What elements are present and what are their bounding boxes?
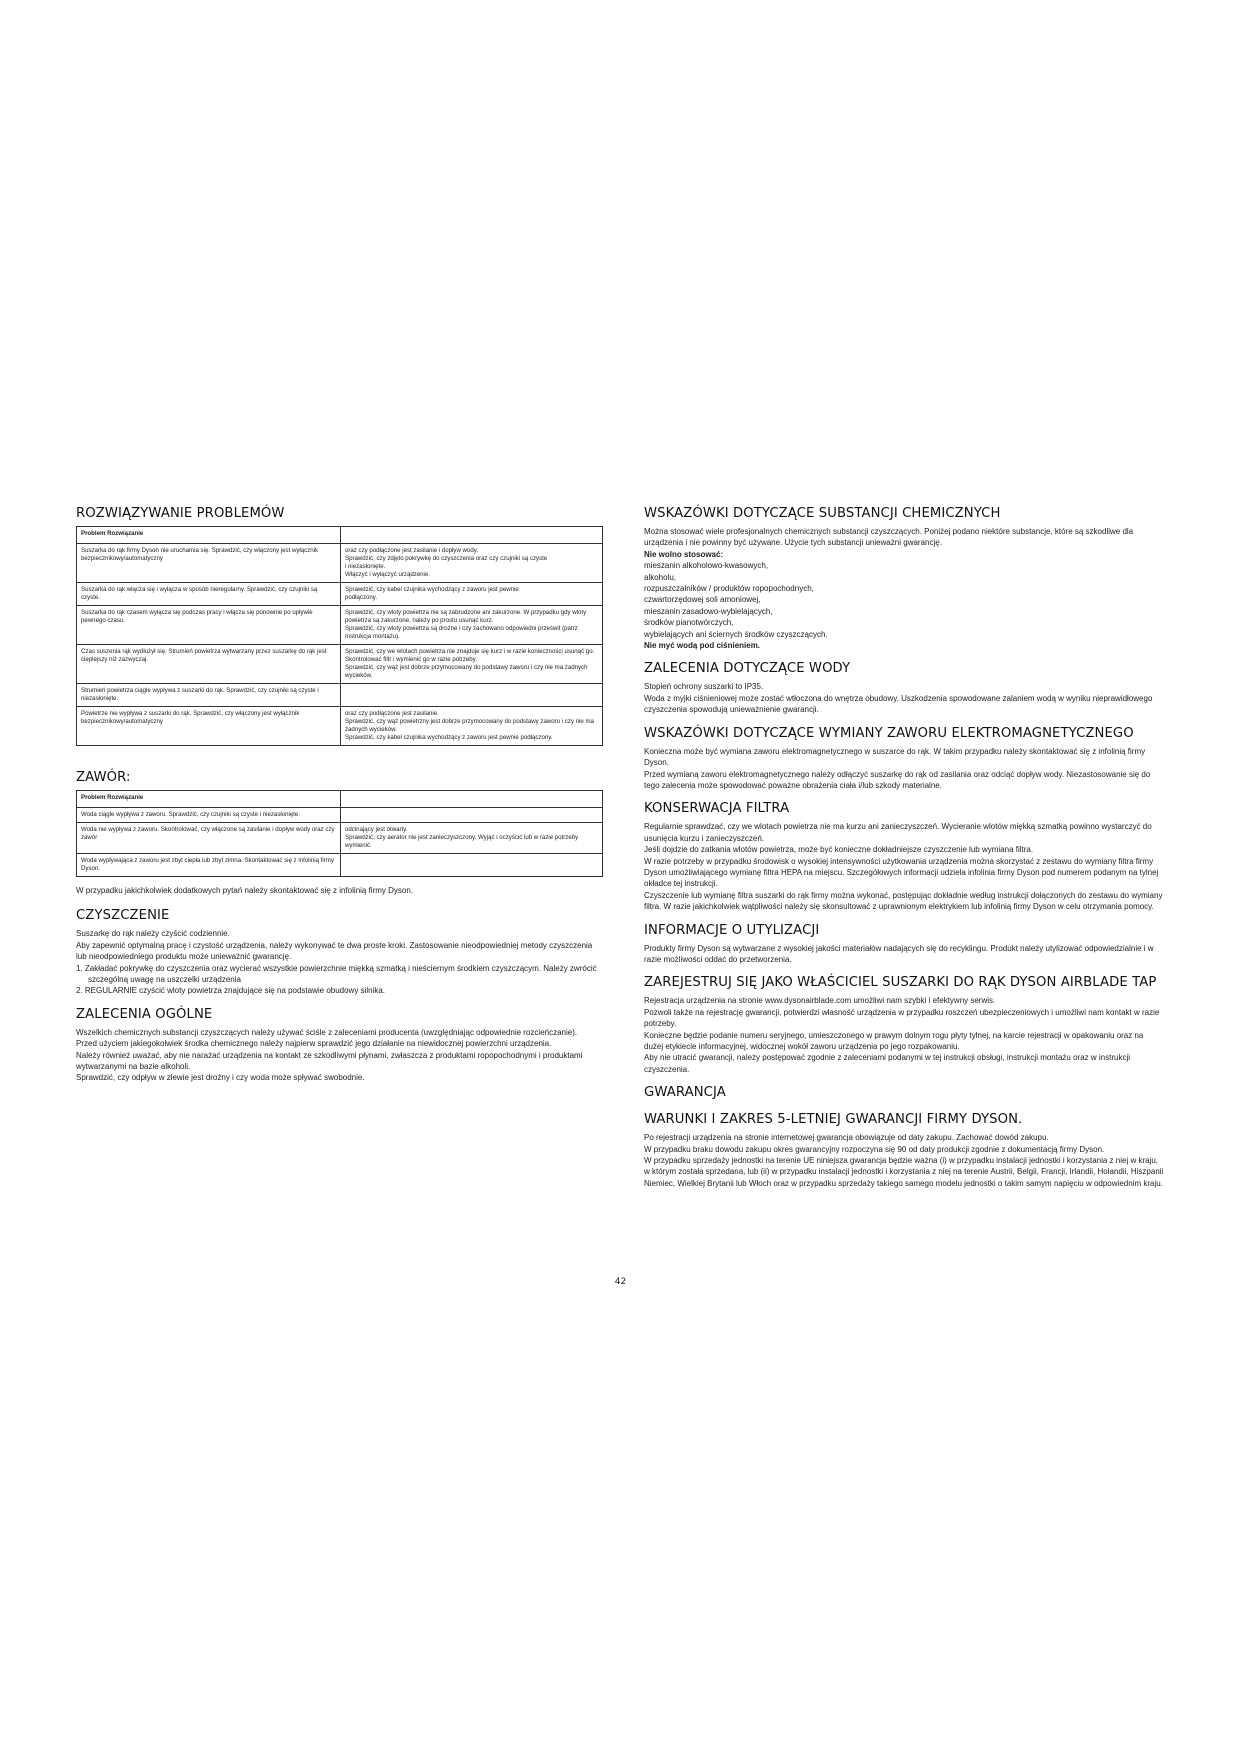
warranty-subtitle: WARUNKI I ZAKRES 5-LETNIEJ GWARANCJI FIRMY DYSON. [644, 1112, 1023, 1128]
table-header-cell: Problem Rozwiązanie [77, 791, 341, 808]
problem-cell: Suszarka do rąk czasem wyłącza się podczas pracy i włącza się ponownie po upływie pewnego czasu. [77, 606, 341, 645]
list-item: wybielających ani ściernych środków czyszczących. [644, 629, 828, 639]
text-line: Rejestracja urządzenia na stronie www.dysonairblade.com umożliwi nam szybki i efektywny serwis. [644, 996, 996, 1006]
register-title: ZAREJESTRUJ SIĘ JAKO WŁAŚCICIEL SUSZARKI DO RĄK DYSON AIRBLADE TAP [644, 975, 1157, 991]
problem-cell: Strumień powietrza ciągle wypływa z suszarki do rąk. Sprawdzić, czy czujniki są czyste i niezasłonięte. [77, 684, 341, 707]
solution-line: Sprawdzić, czy wąż powietrzny jest dobrze przymocowany do podstawy zaworu i czy nie ma żadnych wycieków. [345, 718, 594, 733]
problem-cell: Woda nie wypływa z zaworu. Skontrolować, czy włączone są zasilanie i dopływ wody oraz czy zawór [77, 823, 341, 854]
valve-title: ZAWÓR: [76, 770, 131, 785]
table-header-cell: Problem Rozwiązanie [77, 527, 341, 544]
text-line: Pozwoli także na rejestrację gwarancji, potwierdzi własność urządzenia w przypadku roszczeń ubezpieczeniowych i umożliwi nam kontakt w razie potrzeby. [644, 1007, 1160, 1029]
table-row [77, 645, 603, 684]
text-line: W przypadku braku dowodu zakupu okres gwarancyjny rozpoczyna się 90 od daty produkcji zgodnie z dokumentacją firmy Dyson. [644, 1144, 1105, 1154]
solution-line: Sprawdzić, czy wloty powietrza są drożne i czy zachowano odpowiedni prześwit (patrz Instrukcja montażu). [345, 625, 578, 640]
cleaning-steps [76, 963, 603, 997]
text-line: Przed użyciem jakiegokolwiek środka chemicznego należy najpierw sprawdzić jego działanie na niewidocznej powierzchni urządzenia. [76, 1039, 552, 1049]
table-header-empty [341, 791, 603, 808]
solenoid-text [644, 746, 1164, 792]
solution-line: podłączony. [345, 594, 378, 601]
solution-cell [341, 808, 603, 823]
text-line: W przypadku sprzedaży jednostki na terenie UE niniejsza gwarancja będzie ważna (i) w przypadku instalacji jednostki i korzystania z niej w kraju, w którym została sprzedana, lub (ii) w przypadku instalacji jednostki i korzystania z niej na terenie Austrii, Belgii, Francji, Irlandii, Holandii, Hiszpanii Niemiec, Wielkiej Brytanii lub Włoch oraz w przypadku sprzedaży takiego samego modelu jednostki o takim samym napięciu w odpowiednim kraju. [644, 1156, 1164, 1188]
general-text [76, 1027, 603, 1084]
chemicals-text [644, 526, 1164, 651]
solution-line: Sprawdzić, czy wąż jest dobrze przymocowany do podstawy zaworu i czy nie ma żadnych wycieków. [345, 664, 588, 679]
troubleshooting-table [76, 526, 603, 746]
solution-cell [341, 583, 603, 606]
text-line: Konieczne będzie podanie numeru seryjnego, umieszczonego w prawym dolnym rogu płyty tylnej, na karcie rejestracji w opakowaniu oraz na dużej etykiecie informacyjnej, widocznej wokół zaworu urządzenia po jego rozpakowaniu. [644, 1030, 1144, 1051]
list-item: czwartorzędowej soli amoniowej, [644, 595, 761, 605]
list-item: alkoholu, [644, 572, 677, 582]
solution-line: Sprawdzić, czy aerator nie jest zanieczyszczony. Wyjąć i oczyścić lub w razie potrzeby wymienić. [345, 834, 579, 849]
text-line: Przed wymianą zaworu elektromagnetycznego należy odłączyć suszarkę do rąk od zasilania oraz odciąć dopływ wody. Niezastosowanie się do tego zalecenia może spowodować poważne obrażenia ciała i/lub szkody materialne. [644, 769, 1151, 790]
cleaning-title: CZYSZCZENIE [76, 908, 170, 924]
valve-table [76, 790, 603, 877]
table-row [77, 606, 603, 645]
text-line: Po rejestracji urządzenia na stronie internetowej gwarancja obowiązuje od daty zakupu. Zachować dowód zakupu. [644, 1133, 1049, 1143]
disposal-title: INFORMACJE O UTYLIZACJI [644, 922, 820, 938]
filter-title: KONSERWACJA FILTRA [644, 801, 790, 817]
solution-line: Włączyć i wyłączyć urządzenie. [345, 571, 430, 578]
solution-line: oraz czy podłączone jest zasilanie i dopływ wody. [345, 547, 478, 554]
text-line: Czyszczenie lub wymianę filtra suszarki do rąk firmy można wykonać, postępując dokładnie według instrukcji dołączonych do zestawu do wymiany filtra. W razie jakichkolwiek wątpliwości należy się skonsultować z uprawnionym elektrykiem lub infolinią firmy Dyson w celu otrzymania pomocy. [644, 890, 1163, 912]
table-header-row [77, 527, 603, 544]
valve-note: W przypadku jakichkolwiek dodatkowych pytań należy skontaktować się z infolinią firmy Dyson. [76, 886, 414, 895]
table-row [77, 684, 603, 707]
right-column [644, 506, 1164, 1199]
list-item: 2. REGULARNIE czyścić wloty powietrza znajdujące się na podstawie obudowy silnika. [76, 986, 386, 996]
disposal-text [644, 943, 1164, 966]
text-line: Aby zapewnić optymalną pracę i czystość urządzenia, należy wykonywać te dwa proste kroki. Zastosowanie nieodpowiedniej metody czyszczenia lub nieodpowiedniego produktu może unieważnić gwarancję. [76, 940, 593, 962]
page-number: 42 [614, 1277, 627, 1287]
table-row [77, 808, 603, 823]
solution-line: oraz czy podłączone jest zasilanie. [345, 710, 439, 717]
text-line: Aby nie utracić gwarancji, należy postępować zgodnie z zaleceniami podanymi w tej instrukcji obsługi, instrukcji montażu oraz w instrukcji czyszczenia. [644, 1053, 1130, 1074]
solution-cell [341, 544, 603, 583]
text-line-bold: Nie myć wodą pod ciśnieniem. [644, 641, 761, 651]
list-item: mieszanin zasadowo-wybielających, [644, 606, 773, 616]
cleaning-intro [76, 928, 603, 962]
problem-cell: Suszarka do rąk włącza się i wyłącza w sposób nieregularny. Sprawdzić, czy czujniki są czyste. [77, 583, 341, 606]
general-title: ZALECENIA OGÓLNE [76, 1006, 213, 1022]
water-title: ZALECENIA DOTYCZĄCE WODY [644, 661, 851, 677]
text-line: Produkty firmy Dyson są wytwarzane z wysokiej jakości materiałów nadających się do recyklingu. Produkt należy utylizować odpowiedzialnie i w razie możliwości oddać do przetworzenia. [644, 943, 1154, 964]
solution-cell [341, 645, 603, 684]
text-line: Jeśli dojdzie do zatkania wlotów powietrza, może być konieczne dokładniejsze czyszczenie lub wymiana filtra. [644, 845, 1034, 855]
table-header-row [77, 791, 603, 808]
solution-line: Sprawdzić, czy kabel czujnika wychodzący z zaworu jest pewnie [345, 586, 519, 593]
solution-line: Sprawdzić, czy we wlotach powietrza nie znajduje się kurz i w razie konieczności usunąć go. Skontrolować filtr i wymienić go w razie potrzeby. [345, 648, 595, 663]
solution-cell [341, 707, 603, 746]
text-line: Można stosować wiele profesjonalnych chemicznych substancji czyszczących. Poniżej podano niektóre substancje, które są szkodliwe dla urządzenia i nie powinny być używane. Użycie tych substancji unieważni gwarancję. [644, 527, 1134, 548]
text-line: Woda z myjki ciśnieniowej może zostać wtłoczona do wnętrza obudowy. Uszkodzenia spowodowane zalaniem wodą w wyniku nieprawidłowego czyszczenia spowodują unieważnienie gwarancji. [644, 693, 1153, 715]
water-text [644, 681, 1164, 715]
text-line-bold: Nie wolno stosować: [644, 549, 724, 559]
text-line: Sprawdzić, czy odpływ w zlewie jest drożny i czy woda może spływać swobodnie. [76, 1073, 365, 1083]
filter-text [644, 821, 1164, 912]
solution-line: Sprawdzić, czy wloty powietrza nie są zabrudzone ani zakurzone. W przypadku gdy wloty powietrza są zakurzone, należy po prostu usunąć kurz. [345, 609, 587, 624]
text-line: Stopień ochrony suszarki to IP35. [644, 682, 764, 692]
text-line: Wszelkich chemicznych substancji czyszczących należy używać ściśle z zaleceniami producenta (uwzględniając odpowiednie rozcieńczanie). [76, 1027, 578, 1037]
solution-cell [341, 823, 603, 854]
list-item: mieszanin alkoholowo-kwasowych, [644, 561, 769, 571]
problem-cell: Powietrze nie wypływa z suszarki do rąk. Sprawdzić, czy włączony jest wyłącznik bezpiecznikowy/automatyczny [77, 707, 341, 746]
solution-cell [341, 684, 603, 707]
solution-line: i niezasłonięte. [345, 563, 386, 570]
list-item: środków pianotwórczych, [644, 618, 734, 628]
solution-cell [341, 854, 603, 877]
warranty-text [644, 1132, 1164, 1189]
table-row [77, 544, 603, 583]
problem-cell: Suszarka do rąk firmy Dyson nie uruchamia się. Sprawdzić, czy włączony jest wyłącznik bezpiecznikowy/automatyczny [77, 544, 341, 583]
text-line: Regularnie sprawdzać, czy we wlotach powietrza nie ma kurzu ani zanieczyszczeń. Wycieranie wlotów miękką szmatką powinno wystarczyć do usunięcia kurzu i zanieczyszczeń. [644, 822, 1152, 843]
register-text [644, 995, 1164, 1075]
problem-cell: Woda wypływająca z zaworu jest zbyt ciepła lub zbyt zimna. Skontaktować się z infolinią firmy Dyson. [77, 854, 341, 877]
left-column [76, 506, 603, 1094]
solution-line: Sprawdzić, czy zdjęto pokrywkę do czyszczenia oraz czy czujniki są czyste [345, 555, 548, 562]
troubleshooting-title: ROZWIĄZYWANIE PROBLEMÓW [76, 506, 285, 521]
table-row [77, 583, 603, 606]
text-line: W razie potrzeby w przypadku środowisk o wysokiej intensywności użytkowania urządzenia można skorzystać z zestawu do wymiany filtra firmy Dyson umożliwiającego wymianę filtra HEPA na miejscu. Szczegółowych informacji udziela infolinia firmy Dyson pod numerem podanym na tylnej okładce tej instrukcji. [644, 856, 1159, 889]
list-item: 1. Zakładać pokrywkę do czyszczenia oraz wycierać wszystkie powierzchnie miękką szmatką i nieściernym środkiem czyszczącym. Należy zwrócić szczególną uwagę na uszczelki urządzenia [76, 963, 597, 985]
solution-cell [341, 606, 603, 645]
table-row [77, 707, 603, 746]
table-row [77, 854, 603, 877]
table-header-empty [341, 527, 603, 544]
solution-line: Sprawdzić, czy kabel czujnika wychodzący z zaworu jest pewnie podłączony. [345, 734, 553, 741]
problem-cell: Czas suszenia rąk wydłużył się. Strumień powietrza wytwarzany przez suszarkę do rąk jest cieplejszy niż zazwyczaj. [77, 645, 341, 684]
text-line: Suszarkę do rąk należy czyścić codziennie. [76, 929, 230, 939]
solenoid-title: WSKAZÓWKI DOTYCZĄCE WYMIANY ZAWORU ELEKTROMAGNETYCZNEGO [644, 725, 1134, 741]
solution-line: odcinający jest otwarty. [345, 826, 408, 833]
text-line: Konieczna może być wymiana zaworu elektromagnetycznego w suszarce do rąk. W takim przypadku należy skontaktować się z infolinią firmy Dyson. [644, 746, 1146, 768]
problem-cell: Woda ciągle wypływa z zaworu. Sprawdzić, czy czujniki są czyste i niezasłonięte. [77, 808, 341, 823]
table-row [77, 823, 603, 854]
chemicals-title: WSKAZÓWKI DOTYCZĄCE SUBSTANCJI CHEMICZNYCH [644, 506, 1001, 521]
warranty-title: GWARANCJA [644, 1085, 726, 1101]
list-item: rozpuszczalników / produktów ropopochodnych, [644, 584, 814, 594]
text-line: Należy również uważać, aby nie narażać urządzenia na kontakt ze szkodliwymi płynami, zwłaszcza z produktami ropopochodnymi i produktami wytwarzanymi na bazie alkoholi. [76, 1050, 583, 1072]
